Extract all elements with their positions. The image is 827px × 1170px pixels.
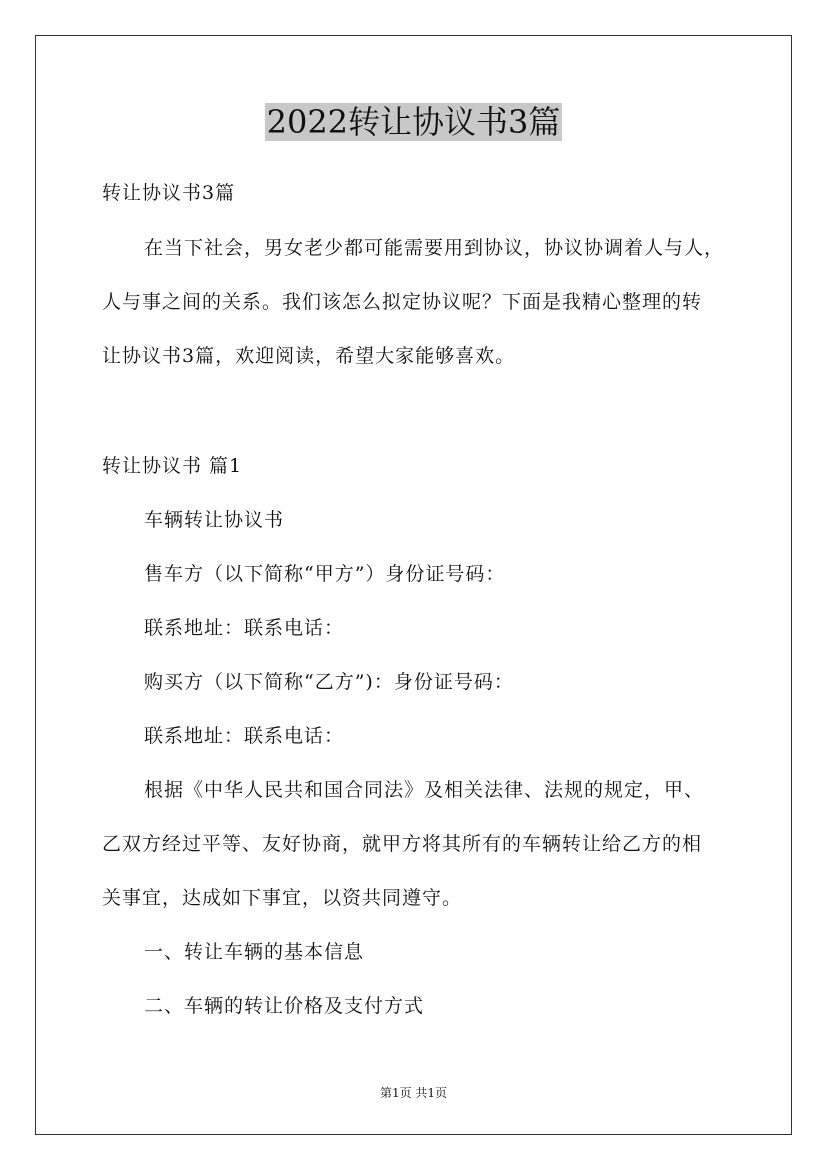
document-subtitle: 转让协议书3篇: [102, 182, 236, 204]
body-line: 售车方（以下简称“甲方”）身份证号码：: [144, 563, 506, 585]
document-title: 2022转让协议书3篇: [266, 103, 561, 141]
body-line: 二、车辆的转让价格及支付方式: [144, 995, 425, 1017]
body-line: 关事宜，达成如下事宜，以资共同遵守。: [102, 887, 463, 909]
body-line: 购买方（以下简称“乙方”)：身份证号码：: [144, 671, 514, 693]
body-line: 一、转让车辆的基本信息: [144, 941, 365, 963]
intro-line-3: 让协议书3篇，欢迎阅读，希望大家能够喜欢。: [102, 345, 516, 367]
intro-line-2: 人与事之间的关系。我们该怎么拟定协议呢？下面是我精心整理的转: [102, 291, 703, 313]
body-line: 车辆转让协议书: [144, 509, 285, 531]
body-line: 联系地址：联系电话：: [144, 617, 345, 639]
page-footer: 第1页 共1页: [379, 1086, 448, 1100]
intro-line-1: 在当下社会，男女老少都可能需要用到协议，协议协调着人与人，: [144, 237, 725, 259]
body-line: 乙双方经过平等、友好协商，就甲方将其所有的车辆转让给乙方的相: [102, 833, 703, 855]
body-line: 根据《中华人民共和国合同法》及相关法律、法规的规定，甲、: [144, 779, 705, 801]
body-line: 联系地址：联系电话：: [144, 725, 345, 747]
section-heading: 转让协议书 篇1: [102, 455, 243, 477]
